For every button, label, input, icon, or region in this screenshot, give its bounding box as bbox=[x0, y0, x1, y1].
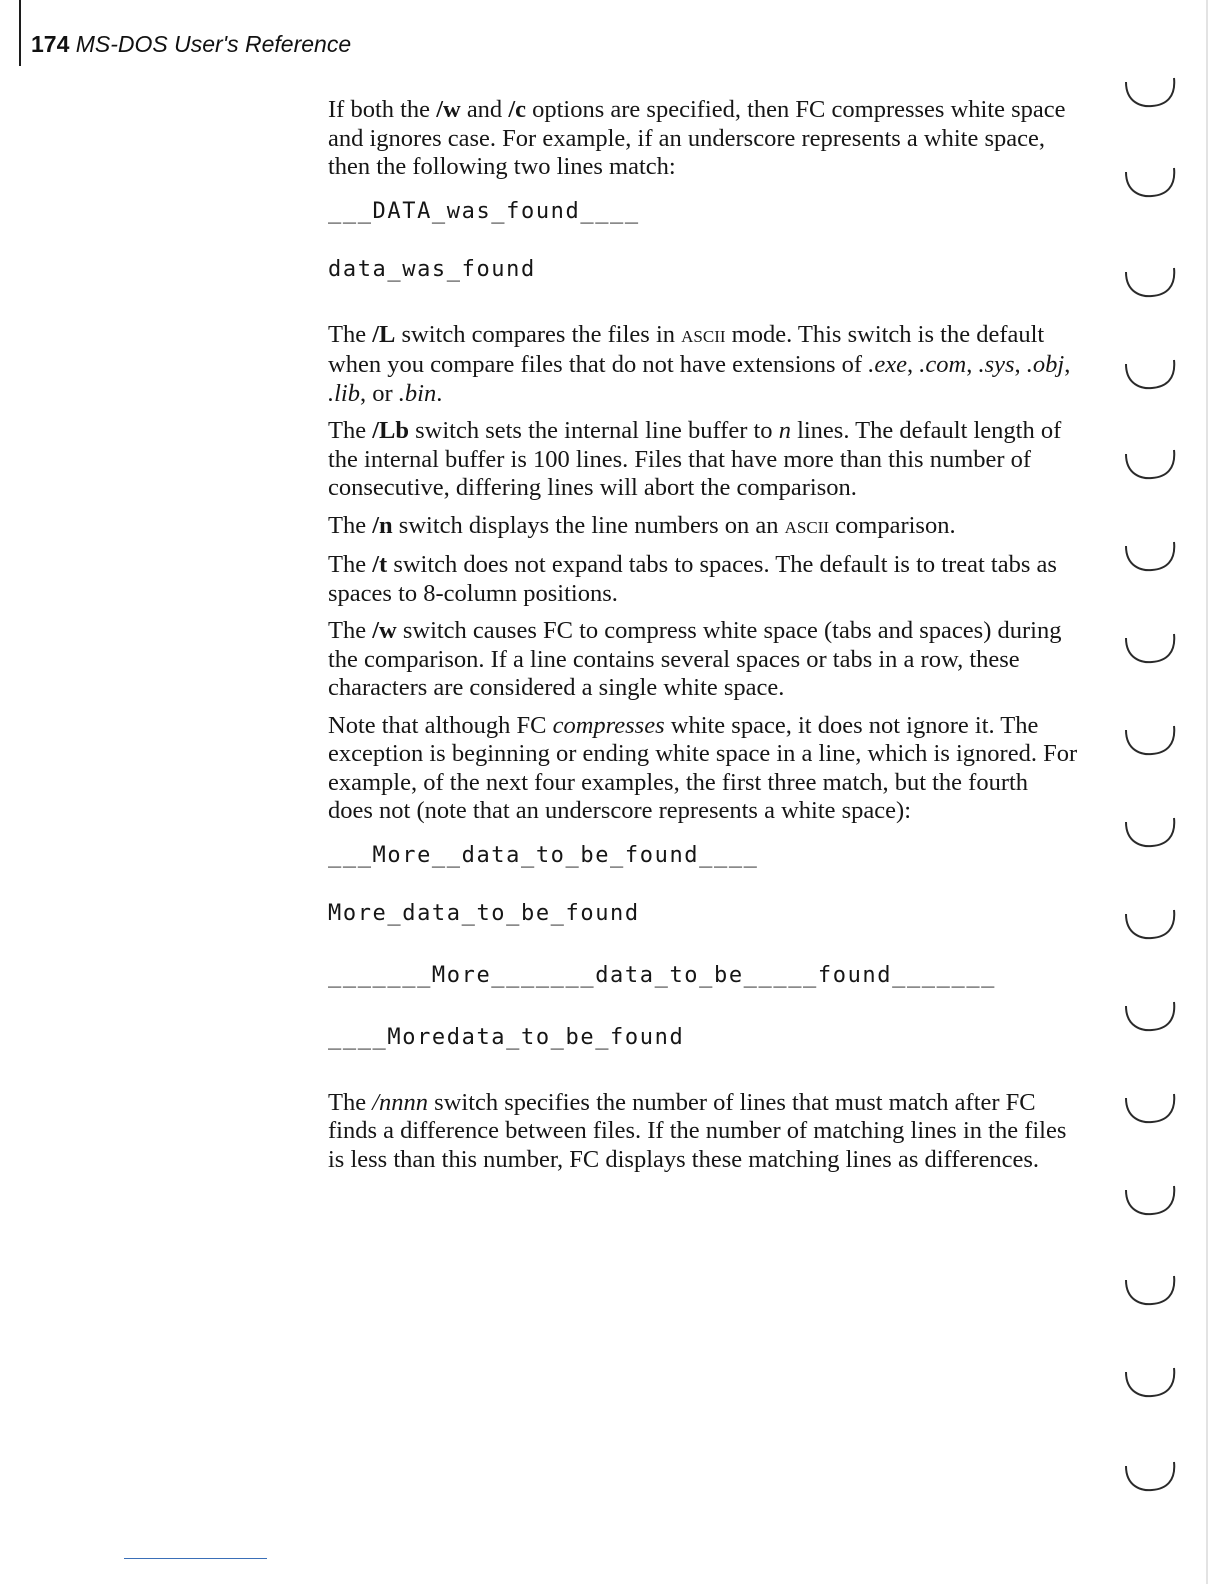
text-run: The bbox=[328, 511, 373, 539]
binder-hole-icon bbox=[1120, 536, 1184, 576]
binder-hole-icon bbox=[1120, 720, 1184, 760]
text-run: , bbox=[1064, 351, 1071, 378]
code-example-line: ____Moredata_to_be_found bbox=[328, 1024, 685, 1050]
text-run: white space, it does not ignore it. The exception is beginning or ending white space in a line, which is ignored. For example, of the next four examples, the first three match, but the fourth does not (note that an underscore represents a white space): bbox=[328, 711, 1078, 824]
text-run: Note that although FC bbox=[328, 711, 553, 739]
text-run: and bbox=[460, 96, 509, 123]
variable-n: n bbox=[778, 417, 791, 444]
binder-hole-icon bbox=[1120, 1088, 1184, 1128]
binder-hole-icon bbox=[1120, 1180, 1184, 1220]
extension: .lib bbox=[328, 379, 360, 407]
option-t: /t bbox=[372, 551, 388, 578]
code-example-line: More_data_to_be_found bbox=[328, 900, 640, 926]
emphasis: compresses bbox=[552, 711, 665, 739]
option-n: /n bbox=[372, 511, 393, 539]
page-body bbox=[328, 96, 1078, 1183]
text-run: The bbox=[328, 551, 373, 578]
code-example-line: ___DATA_was_found____ bbox=[328, 198, 640, 224]
binder-hole-icon bbox=[1120, 628, 1184, 668]
text-run: The bbox=[328, 617, 373, 644]
text-run: The bbox=[328, 320, 373, 348]
text-run: switch does not expand tabs to spaces. The default is to treat tabs as spaces to 8-column positions. bbox=[328, 551, 1057, 607]
text-run: options are specified, then FC compresses white space and ignores case. For example, if an underscore represents a white space, then the following two lines match: bbox=[328, 96, 1066, 180]
text-run: . bbox=[436, 379, 443, 407]
text-run: , bbox=[1014, 351, 1027, 378]
binder-holes bbox=[1120, 72, 1190, 1512]
ascii-small-caps: ASCII bbox=[784, 517, 830, 537]
right-page-edge bbox=[1206, 0, 1208, 1584]
option-w: /w bbox=[372, 617, 397, 644]
text-run: If both the bbox=[328, 96, 437, 123]
option-w: /w bbox=[436, 96, 461, 123]
extension: .obj bbox=[1026, 351, 1065, 378]
text-run: , bbox=[966, 351, 979, 378]
binder-hole-icon bbox=[1120, 1362, 1184, 1402]
option-Lb: /Lb bbox=[372, 417, 409, 444]
paragraph-Lb-switch bbox=[328, 417, 1078, 503]
paragraph-t-switch bbox=[328, 551, 1078, 608]
text-run: switch sets the internal line buffer to bbox=[409, 417, 779, 444]
option-nnnn: /nnnn bbox=[372, 1088, 429, 1116]
binder-hole-icon bbox=[1120, 72, 1184, 112]
text-run: The bbox=[328, 1088, 373, 1116]
left-margin-rule bbox=[19, 0, 21, 66]
extension: .sys bbox=[978, 351, 1015, 378]
page-number: 174 bbox=[31, 31, 70, 57]
binder-hole-icon bbox=[1120, 262, 1184, 302]
text-run: The bbox=[328, 417, 373, 444]
extension: .exe bbox=[868, 351, 907, 378]
code-example-line: _______More_______data_to_be_____found_______ bbox=[328, 962, 997, 988]
binder-hole-icon bbox=[1120, 162, 1184, 202]
text-run: comparison. bbox=[829, 511, 956, 539]
text-run: , or bbox=[360, 379, 399, 407]
binder-hole-icon bbox=[1120, 1456, 1184, 1496]
binder-hole-icon bbox=[1120, 444, 1184, 484]
footer-rule bbox=[124, 1558, 267, 1559]
paragraph-n-switch bbox=[328, 512, 1078, 543]
paragraph-L-switch bbox=[328, 321, 1078, 409]
paragraph-nnnn-switch bbox=[328, 1089, 1078, 1175]
ascii-small-caps: ASCII bbox=[681, 326, 726, 346]
code-example-line: data_was_found bbox=[328, 256, 536, 282]
text-run: switch displays the line numbers on an bbox=[392, 511, 785, 539]
text-run: switch compares the files in bbox=[395, 320, 682, 348]
extension: .bin bbox=[398, 379, 437, 407]
text-run: , bbox=[906, 351, 920, 378]
paragraph-w-c-options bbox=[328, 96, 1078, 182]
text-run: switch causes FC to compress white space (tabs and spaces) during the comparison. If a line contains several spaces or tabs in a row, these characters are considered a single white space. bbox=[328, 617, 1062, 701]
option-L: /L bbox=[372, 320, 396, 348]
binder-hole-icon bbox=[1120, 1270, 1184, 1310]
code-example-line: ___More__data_to_be_found____ bbox=[328, 842, 759, 868]
text-run: mode. This switch is the default when you compare files that do not have extensions of bbox=[328, 320, 1045, 378]
paragraph-compress-note bbox=[328, 712, 1078, 826]
text-run: lines. The default length of the internal buffer is 100 lines. Files that have more than this number of consecutive, differing lines will abort the comparison. bbox=[328, 417, 1062, 501]
extension: .com bbox=[919, 351, 967, 378]
book-title: MS-DOS User's Reference bbox=[75, 31, 352, 57]
binder-hole-icon bbox=[1120, 354, 1184, 394]
running-head bbox=[31, 31, 351, 58]
binder-hole-icon bbox=[1120, 904, 1184, 944]
binder-hole-icon bbox=[1120, 812, 1184, 852]
paragraph-w-switch bbox=[328, 617, 1078, 703]
binder-hole-icon bbox=[1120, 996, 1184, 1036]
option-c: /c bbox=[508, 96, 526, 123]
text-run: switch specifies the number of lines that must match after FC finds a difference between files. If the number of matching lines in the files is less than this number, FC displays these matching lines as differences. bbox=[328, 1088, 1067, 1173]
